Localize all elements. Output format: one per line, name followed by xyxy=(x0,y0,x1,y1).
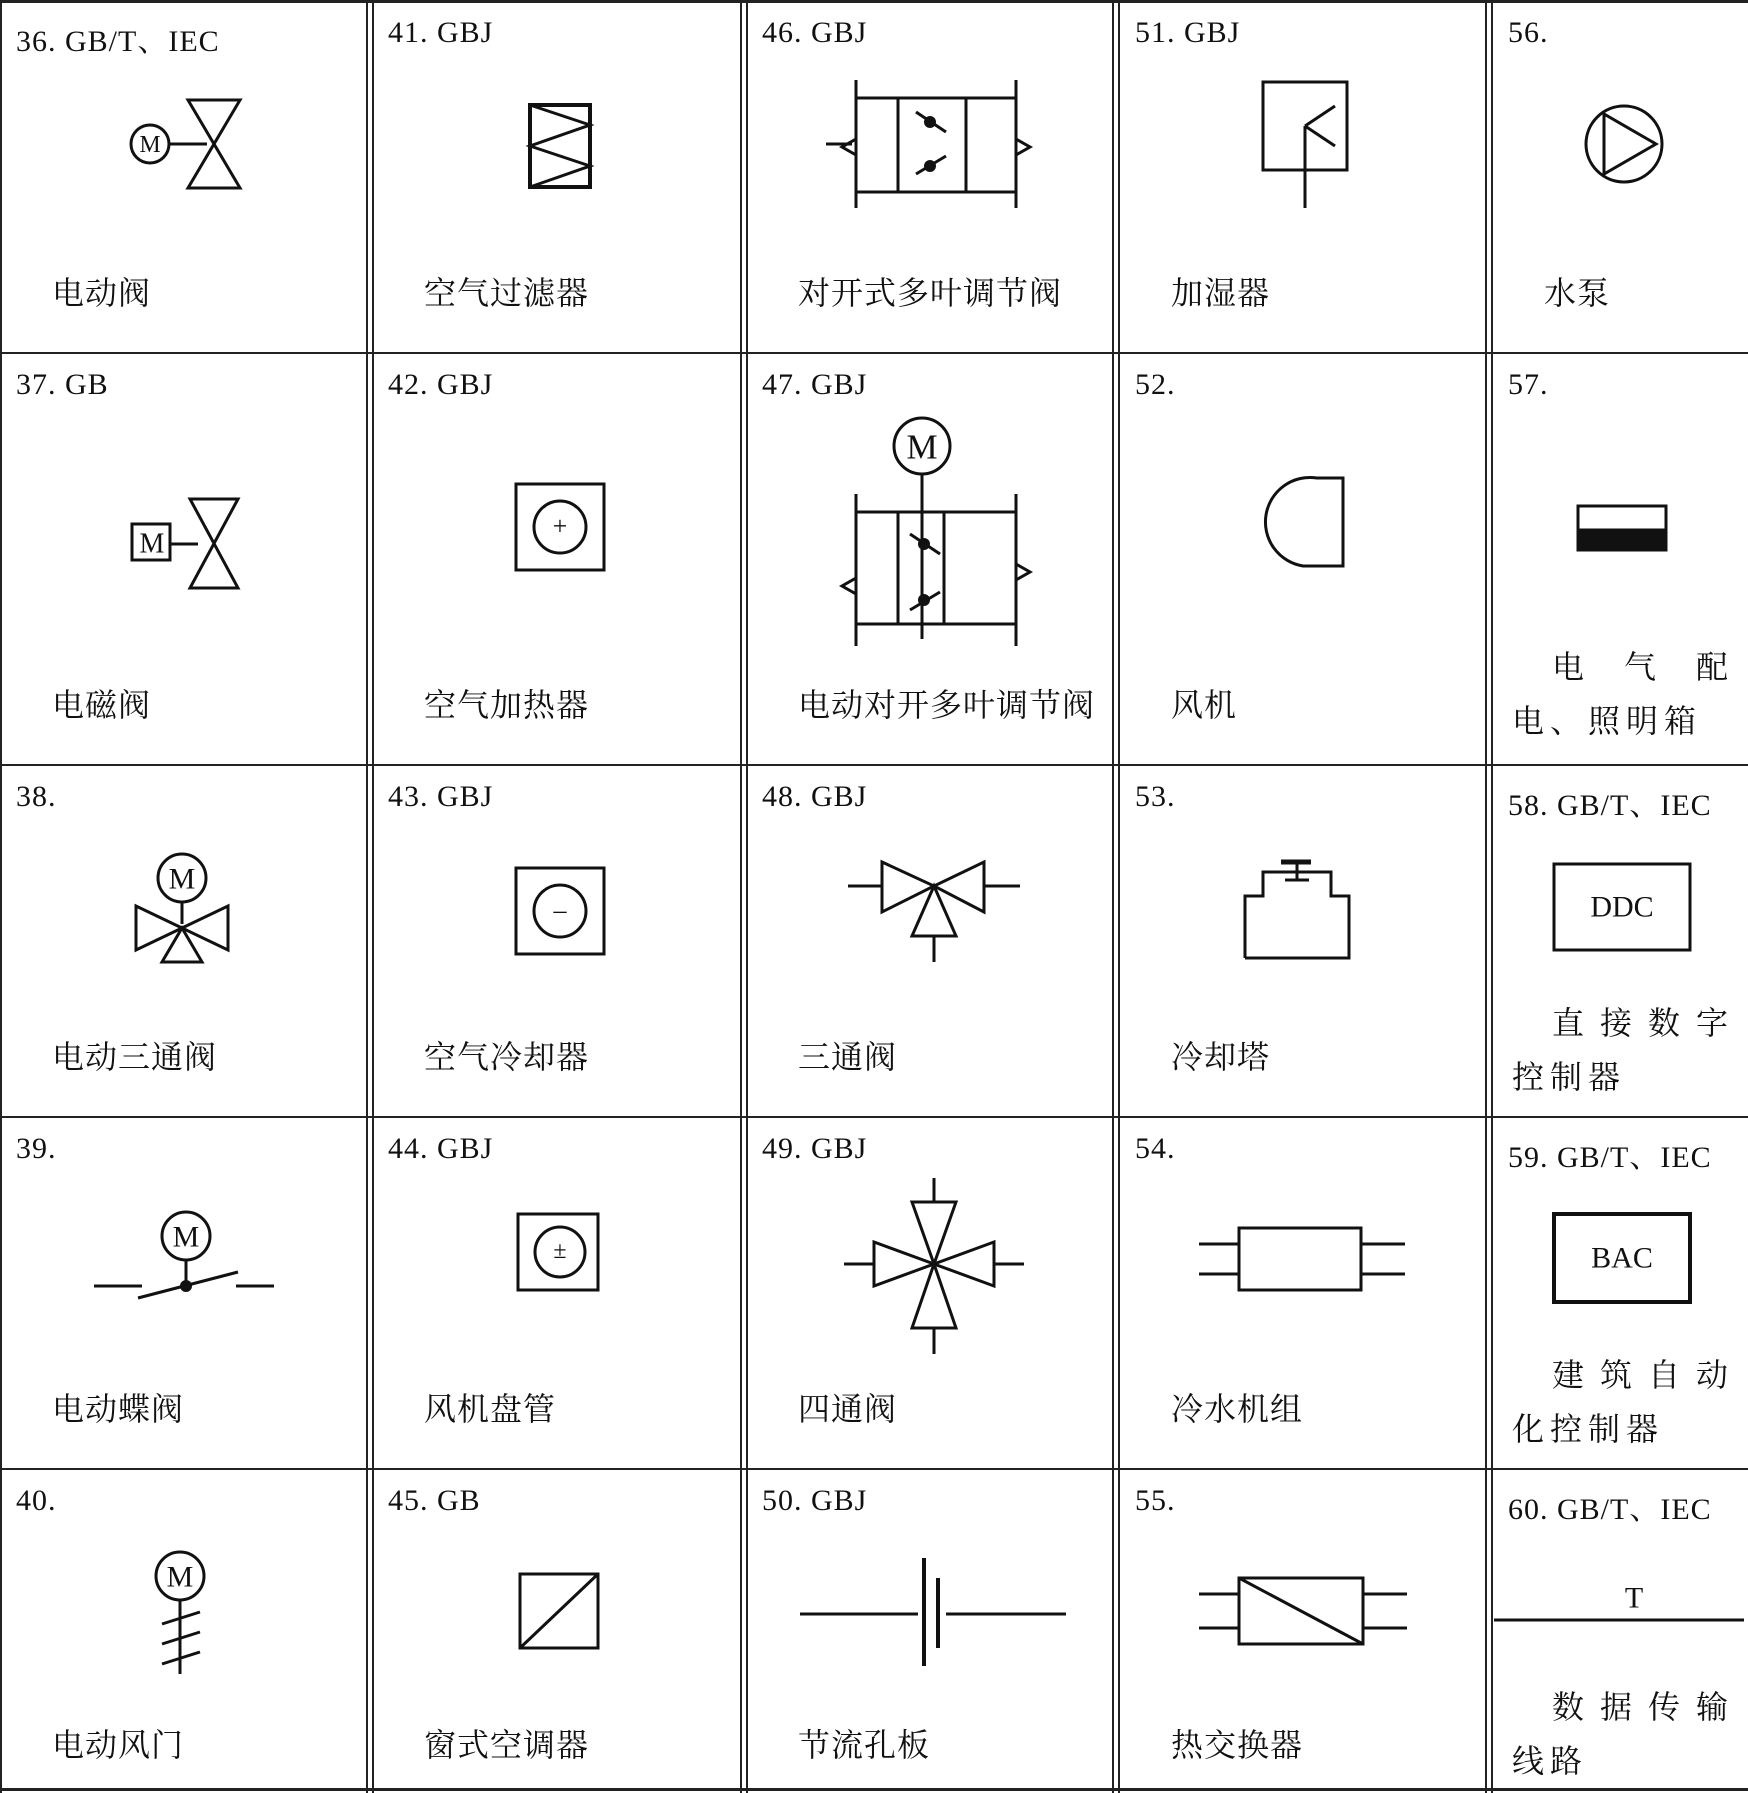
symbol-cell-53 xyxy=(1121,766,1486,1116)
symbol-caption: 电气配电、照明箱 xyxy=(1512,648,1734,740)
symbol-cell-58 xyxy=(1494,766,1744,1116)
symbol-cell-39 xyxy=(2,1118,366,1468)
symbol-number: 60. GB/T、IEC xyxy=(1508,1493,1712,1526)
symbol-caption: 四通阀 xyxy=(798,1390,898,1428)
symbol-caption: 空气冷却器 xyxy=(424,1038,590,1076)
symbol-cell-55 xyxy=(1121,1470,1486,1793)
symbol-cell-45 xyxy=(374,1470,740,1793)
symbol-caption: 对开式多叶调节阀 xyxy=(798,274,1063,312)
symbol-number: 44. GBJ xyxy=(388,1132,494,1165)
symbol-number: 45. GB xyxy=(388,1484,481,1517)
symbol-number: 38. xyxy=(16,780,57,813)
symbol-number: 55. xyxy=(1135,1484,1176,1517)
symbol-cell-47 xyxy=(748,354,1113,764)
symbol-cell-43 xyxy=(374,766,740,1116)
symbol-cell-54 xyxy=(1121,1118,1486,1468)
symbol-caption: 电动风门 xyxy=(52,1726,185,1764)
symbol-number: 54. xyxy=(1135,1132,1176,1165)
symbol-caption: 电动三通阀 xyxy=(52,1038,218,1076)
symbol-text: M xyxy=(168,862,196,896)
symbol-text: ± xyxy=(553,1238,567,1264)
symbol-cell-50 xyxy=(748,1470,1113,1793)
symbol-number: 36. GB/T、IEC xyxy=(16,25,220,58)
water-pump-icon xyxy=(1494,2,1744,352)
symbol-caption: 风机 xyxy=(1171,686,1238,724)
symbol-cell-41 xyxy=(374,2,740,352)
symbol-caption: 加湿器 xyxy=(1171,274,1271,312)
symbol-caption: 数据传输线路 xyxy=(1512,1688,1734,1780)
symbol-text: M xyxy=(139,132,161,158)
symbol-text: T xyxy=(1624,1581,1644,1615)
symbol-text: – xyxy=(553,895,567,925)
symbol-number: 37. GB xyxy=(16,368,109,401)
symbol-caption: 冷水机组 xyxy=(1171,1390,1304,1428)
symbol-cell-48 xyxy=(748,766,1113,1116)
grid-rule xyxy=(366,0,368,1793)
symbol-number: 59. GB/T、IEC xyxy=(1508,1141,1712,1174)
symbol-caption: 窗式空调器 xyxy=(424,1726,590,1764)
symbol-caption: 电磁阀 xyxy=(52,686,152,724)
symbol-text: M xyxy=(172,1220,200,1254)
symbol-text: M xyxy=(139,528,165,560)
symbol-cell-44 xyxy=(374,1118,740,1468)
symbol-text: M xyxy=(906,427,938,467)
symbol-number: 52. xyxy=(1135,368,1176,401)
grid-rule xyxy=(1491,0,1493,1793)
symbol-number: 46. GBJ xyxy=(762,16,868,49)
symbol-text: M xyxy=(166,1560,194,1594)
symbol-text: + xyxy=(552,511,568,541)
symbol-cell-42 xyxy=(374,354,740,764)
symbol-caption: 建筑自动化控制器 xyxy=(1512,1356,1734,1448)
symbol-caption: 热交换器 xyxy=(1171,1726,1304,1764)
symbol-caption: 冷却塔 xyxy=(1171,1038,1271,1076)
symbol-caption: 电动蝶阀 xyxy=(52,1390,185,1428)
symbol-number: 58. GB/T、IEC xyxy=(1508,789,1712,822)
symbol-number: 50. GBJ xyxy=(762,1484,868,1517)
symbol-number: 47. GBJ xyxy=(762,368,868,401)
symbol-cell-36 xyxy=(2,2,366,352)
grid-rule xyxy=(1118,0,1120,1793)
symbol-number: 39. xyxy=(16,1132,57,1165)
symbol-caption: 空气加热器 xyxy=(424,686,590,724)
symbol-cell-38 xyxy=(2,766,366,1116)
symbol-number: 51. GBJ xyxy=(1135,16,1241,49)
symbol-cell-59 xyxy=(1494,1118,1744,1468)
symbol-number: 41. GBJ xyxy=(388,16,494,49)
symbol-cell-57 xyxy=(1494,354,1744,764)
symbol-number: 42. GBJ xyxy=(388,368,494,401)
symbol-cell-56 xyxy=(1494,2,1744,352)
symbol-text: BAC xyxy=(1591,1241,1653,1275)
symbol-cell-46 xyxy=(748,2,1113,352)
symbol-cell-49 xyxy=(748,1118,1113,1468)
symbol-caption: 直接数字控制器 xyxy=(1512,1004,1734,1096)
symbol-number: 40. xyxy=(16,1484,57,1517)
symbol-caption: 三通阀 xyxy=(798,1038,898,1076)
symbol-cell-60 xyxy=(1494,1470,1744,1793)
symbol-caption: 风机盘管 xyxy=(424,1390,557,1428)
symbol-number: 53. xyxy=(1135,780,1176,813)
symbol-cell-37 xyxy=(2,354,366,764)
symbol-caption: 节流孔板 xyxy=(798,1726,931,1764)
symbol-cell-52 xyxy=(1121,354,1486,764)
symbol-text: DDC xyxy=(1590,890,1654,924)
symbol-number: 43. GBJ xyxy=(388,780,494,813)
symbol-number: 49. GBJ xyxy=(762,1132,868,1165)
symbol-number: 56. xyxy=(1508,16,1549,49)
symbol-caption: 电动对开多叶调节阀 xyxy=(798,686,1096,724)
symbol-caption: 水泵 xyxy=(1544,274,1611,312)
symbol-number: 57. xyxy=(1508,368,1549,401)
symbol-cell-51 xyxy=(1121,2,1486,352)
grid-rule xyxy=(740,0,742,1793)
symbol-caption: 电动阀 xyxy=(52,274,152,312)
symbol-caption: 空气过滤器 xyxy=(424,274,590,312)
symbol-number: 48. GBJ xyxy=(762,780,868,813)
symbol-cell-40 xyxy=(2,1470,366,1793)
